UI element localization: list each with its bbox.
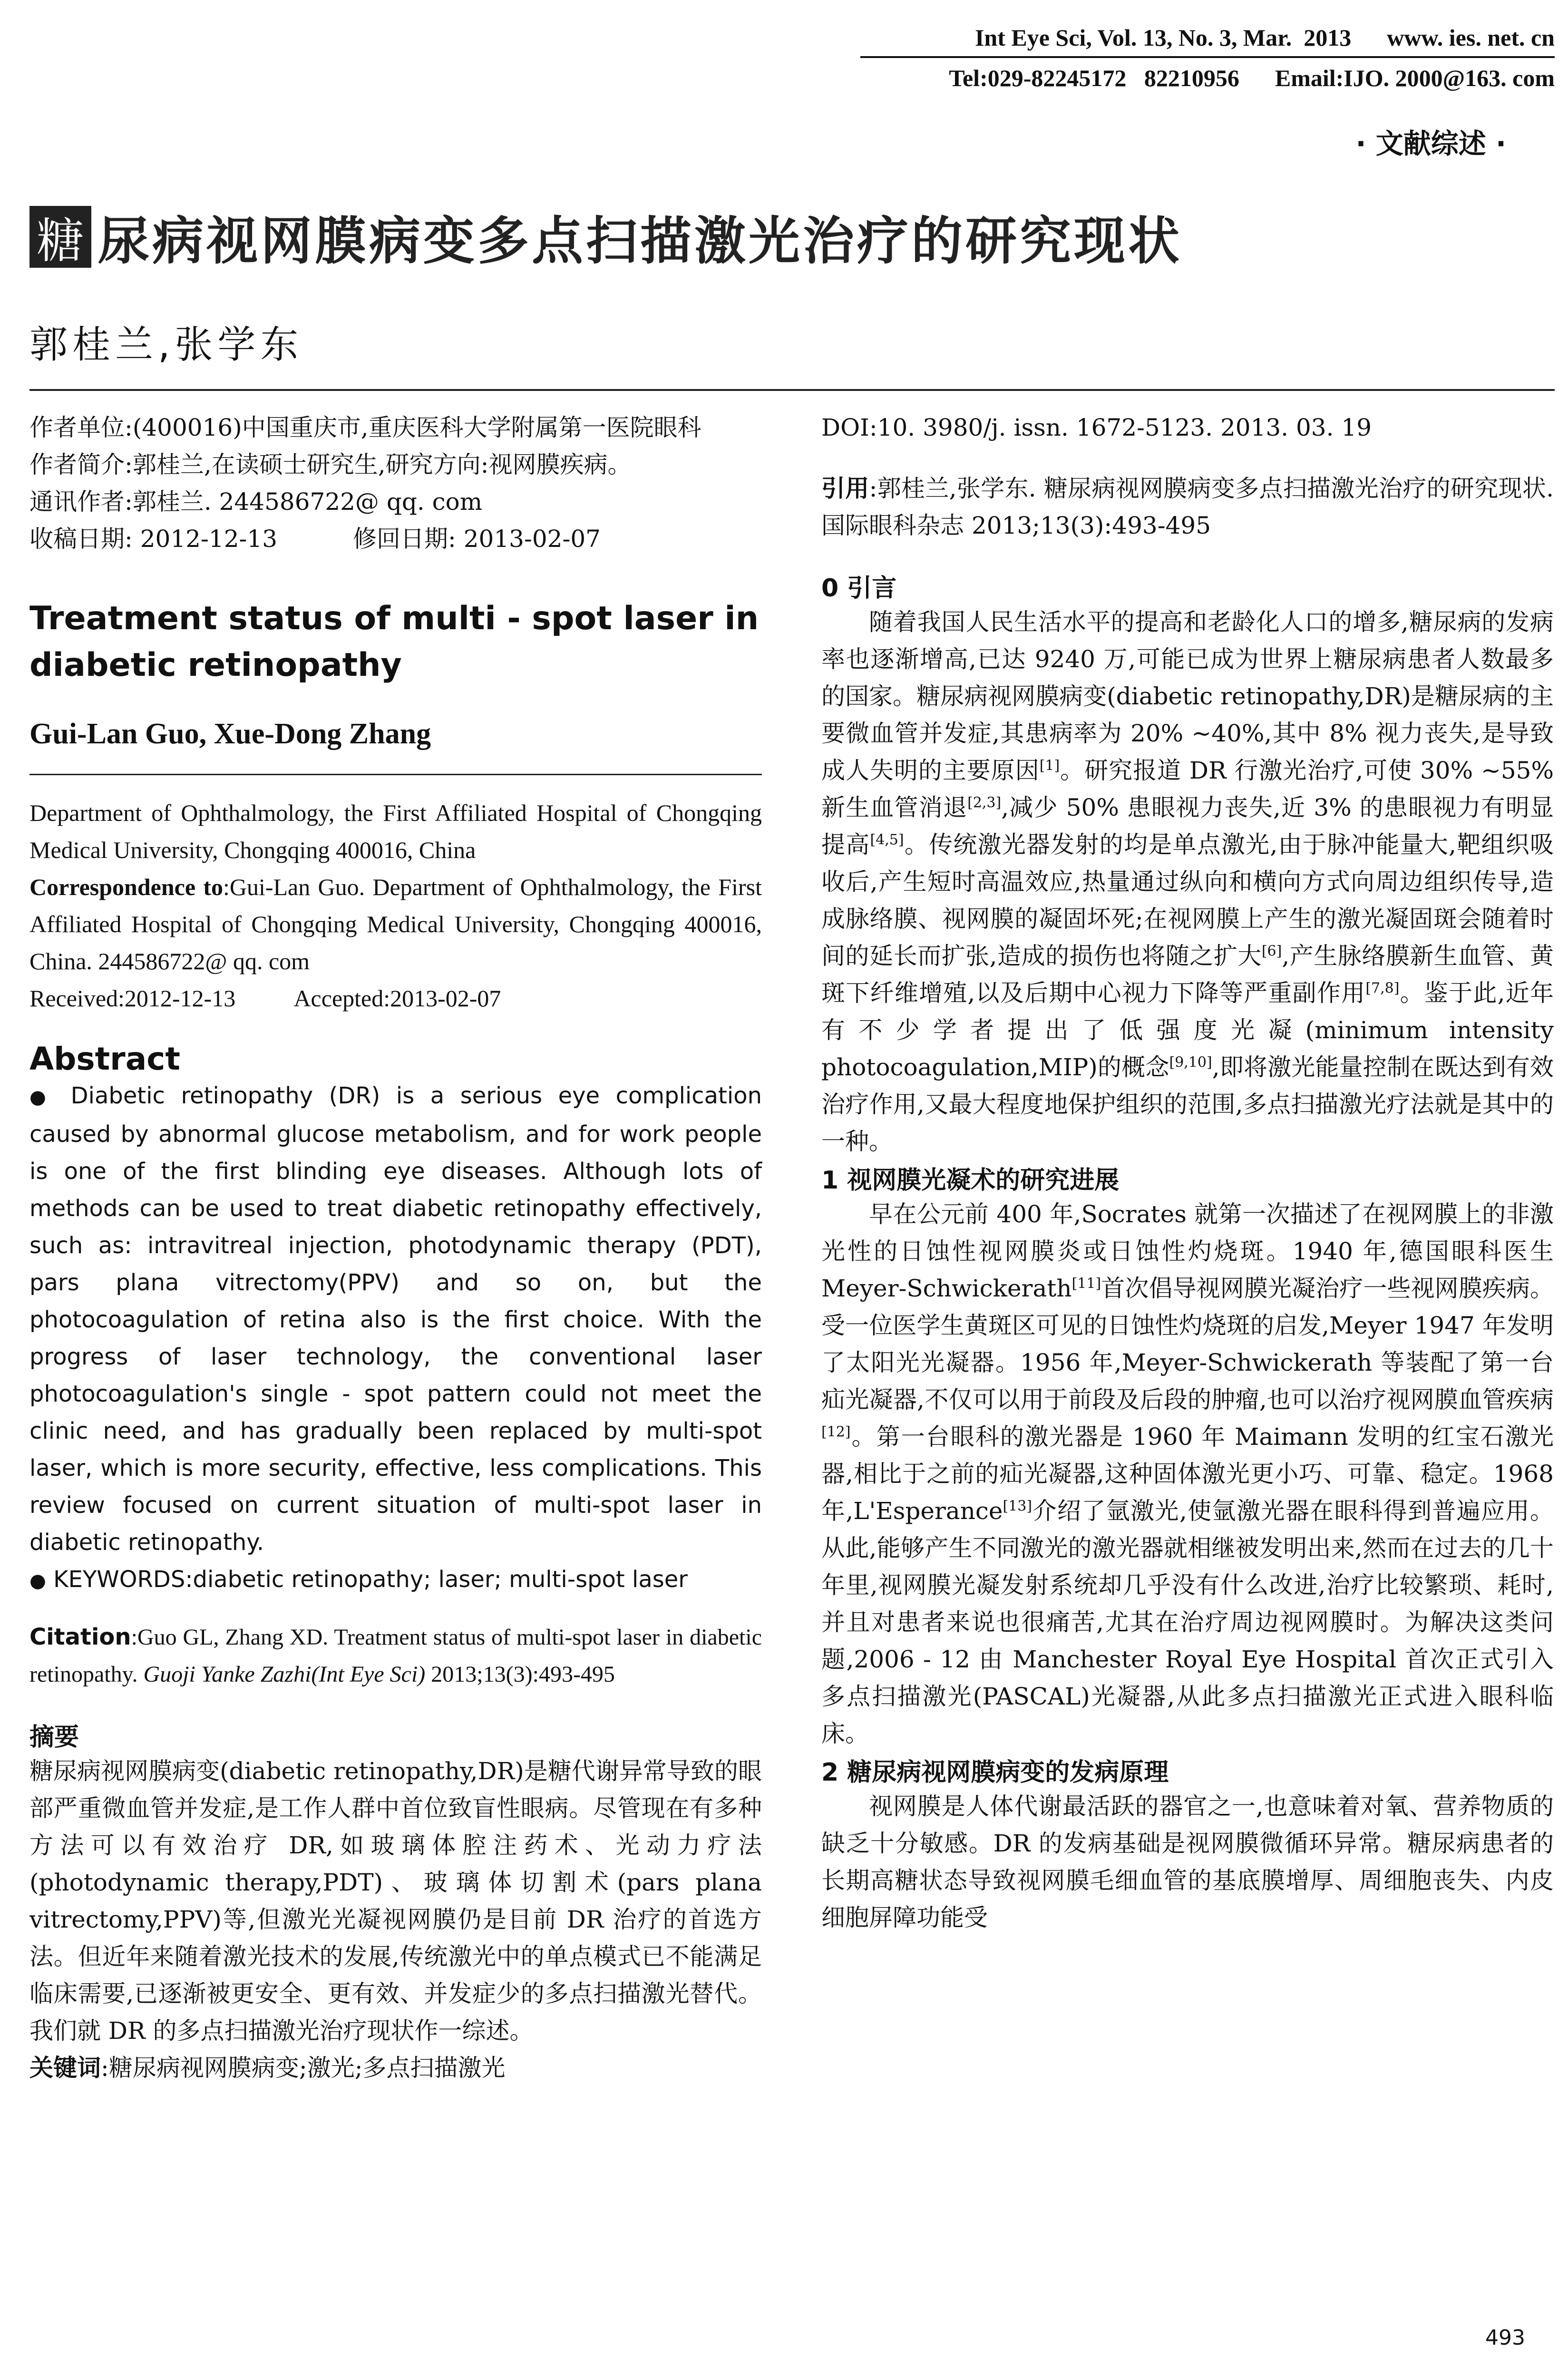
doi: DOI:10. 3980/j. issn. 1672-5123. 2013. 03. 19: [821, 414, 1372, 441]
title-rule: [29, 389, 1555, 391]
author-bio-cn: 作者简介:郭桂兰,在读硕士研究生,研究方向:视网膜疾病。: [29, 451, 632, 478]
section-0-text: [821, 604, 1554, 1160]
section-1-heading: 1 视网膜光凝术的研究进展: [821, 1166, 1120, 1195]
s0-c: ,减少 50% 患眼视力丧失,近 3% 的患眼视力有明显提高: [821, 794, 1554, 858]
author-rule: [29, 774, 762, 775]
ref-13: [13]: [1003, 1498, 1032, 1515]
ref-7-8: [7,8]: [1365, 980, 1400, 997]
right-column: [821, 409, 1554, 1936]
ref-4-5: [4,5]: [870, 831, 904, 848]
s0-e: ,产生脉络膜新生血管、黄斑下纤维增殖,以及后期中心视力下降等严重副作用: [821, 942, 1554, 1007]
chinese-keywords: [29, 2049, 762, 2086]
corresponding-cn: 通讯作者:郭桂兰. 244586722@ qq. com: [29, 488, 483, 516]
english-affiliation: Department of Ophthalmology, the First Affiliated Hospital of Chongqing Medical University, Chongqing 400016, China: [29, 799, 762, 863]
affiliation-cn: 作者单位:(400016)中国重庆市,重庆医科大学附属第一医院眼科: [29, 414, 701, 441]
section-1-text: [821, 1196, 1554, 1752]
s0-a: 随着我国人民生活水平的提高和老龄化人口的增多,糖尿病的发病率也逐渐增高,已达 9240 万,可能已成为世界上糖尿病患者人数最多的国家。糖尿病视网膜病变(diabetic retinopathy,DR)是糖尿病的主要微血管并发症,其患病率为 20% ~40%,其中 8% 视力丧失,是导致成人失明的主要原因: [821, 608, 1554, 784]
authors-cn: 郭桂兰,张学东: [29, 322, 303, 367]
bullet-icon: ●: [29, 1086, 55, 1108]
ref-9-10: [9,10]: [1169, 1054, 1212, 1071]
citation-label: Citation: [29, 1624, 131, 1650]
dates-en: Received:2012-12-13 Accepted:2013-02-07: [29, 985, 501, 1012]
english-title: Treatment status of multi - spot laser in diabetic retinopathy: [29, 600, 759, 684]
s1-b: 首次倡导视网膜光凝治疗一些视网膜疾病。受一位医学生黄斑区可见的日蚀性灼烧斑的启发,Meyer 1947 年发明了太阳光光凝器。1956 年,Meyer-Schwickerath 等装配了第一台疝光凝器,不仅可以用于前段及后段的肿瘤,也可以治疗视网膜血管疾病: [821, 1275, 1554, 1413]
section-2-text: 视网膜是人体代谢最活跃的器官之一,也意味着对氧、营养物质的缺乏十分敏感。DR 的发病基础是视网膜微循环异常。糖尿病患者的长期高糖状态导致视网膜毛细血管的基底膜增厚、周细胞丧失、内皮细胞屏障功能受: [821, 1792, 1554, 1931]
section-2-heading: 2 糖尿病视网膜病变的发病原理: [821, 1758, 1169, 1787]
ref-1: [1]: [1039, 757, 1060, 774]
keywords-en: [29, 1561, 762, 1599]
correspondence-label: Correspondence to: [29, 874, 223, 900]
citation-journal: Guoji Yanke Zazhi(Int Eye Sci): [143, 1662, 426, 1687]
correspondence-text: :Gui-Lan Guo. Department of Ophthalmology, the First Affiliated Hospital of Chongqing Medical University, Chongqing 400016, China. 244586722@ qq. com: [29, 874, 762, 974]
bullet-icon: ●: [29, 1570, 46, 1592]
cite-cn: [821, 470, 1554, 544]
s1-a: 早在公元前 400 年,Socrates 就第一次描述了在视网膜上的非激光性的日蚀性视网膜炎或日蚀性灼烧斑。1940 年,德国眼科医生 Meyer-Schwickerath: [821, 1200, 1554, 1302]
abstract-text: [29, 1077, 762, 1561]
s0-f: 。鉴于此,近年有不少学者提出了低强度光凝(minimum intensity photocoagulation,MIP)的概念: [821, 979, 1554, 1081]
abstract-heading: Abstract: [29, 1041, 180, 1077]
ref-2-3: [2,3]: [967, 794, 1002, 811]
chinese-keywords-text: :糖尿病视网膜病变;激光;多点扫描激光: [101, 2054, 506, 2082]
left-column: [29, 409, 762, 2086]
chinese-abstract-heading: 摘要: [29, 1723, 79, 1752]
cite-cn-label: 引用: [821, 475, 869, 502]
citation-tail: 2013;13(3):493-495: [431, 1662, 615, 1687]
section-tag: · 文献综述 ·: [1355, 127, 1506, 160]
cite-cn-text: :郭桂兰,张学东. 糖尿病视网膜病变多点扫描激光治疗的研究现状. 国际眼科杂志 2013;13(3):493-495: [821, 475, 1554, 539]
ref-11: [11]: [1071, 1275, 1101, 1292]
citation-text: :Guo GL, Zhang XD. Treatment status of multi-spot laser in diabetic retinopathy.: [29, 1625, 762, 1687]
article-title: [29, 200, 1182, 273]
keywords-body: KEYWORDS:diabetic retinopathy; laser; multi-spot laser: [53, 1566, 688, 1593]
ref-6: [6]: [1261, 943, 1282, 960]
s0-d: 。传统激光器发射的均是单点激光,由于脉冲能量大,靶组织吸收后,产生短时高温效应,热量通过纵向和横向方式向周边组织传导,造成脉络膜、视网膜的凝固坏死;在视网膜上产生的激光凝固斑会随着时间的延长而扩张,造成的损伤也将随之扩大: [821, 831, 1554, 970]
journal-header-line2: Tel:029-82245172 82210956 Email:IJO. 2000@163. com: [949, 65, 1555, 91]
english-authors: Gui-Lan Guo, Xue-Dong Zhang: [29, 718, 431, 750]
section-0-heading: 0 引言: [821, 574, 897, 603]
dates-cn: 收稿日期: 2012-12-13 修回日期: 2013-02-07: [29, 525, 601, 553]
s1-c: 。第一台眼科的激光器是 1960 年 Maimann 发明的红宝石激光器,相比于之前的疝光凝器,这种固体激光更小巧、可靠、稳定。1968 年,L'Esperance: [821, 1423, 1554, 1525]
chinese-keywords-label: 关键词: [29, 2054, 101, 2082]
chinese-abstract-text: 糖尿病视网膜病变(diabetic retinopathy,DR)是糖代谢异常导致的眼部严重微血管并发症,是工作人群中首位致盲性眼病。尽管现在有多种方法可以有效治疗 DR,如玻璃体腔注药术、光动力疗法(photodynamic therapy,PDT)、玻璃体切割术(pars plana vitrectomy,PPV)等,但激光光凝视网膜仍是目前 DR 治疗的首选方法。但近年来随着激光技术的发展,传统激光中的单点模式已不能满足临床需要,已逐渐被更安全、更有效、并发症少的多点扫描激光替代。我们就 DR 的多点扫描激光治疗现状作一综述。: [29, 1757, 762, 2045]
ref-12: [12]: [821, 1423, 851, 1441]
s0-b: 。研究报道 DR 行激光治疗,可使 30% ~55% 新生血管消退: [821, 757, 1554, 821]
title-text: 尿病视网膜病变多点扫描激光治疗的研究现状: [98, 212, 1183, 271]
citation-en: [29, 1618, 762, 1693]
header-divider: [860, 56, 1555, 58]
correspondence-en: [29, 868, 762, 980]
s0-g: ,即将激光能量控制在既达到有效治疗作用,又最大程度地保护组织的范围,多点扫描激光疗法就是其中的一种。: [821, 1053, 1554, 1155]
abstract-body: Diabetic retinopathy (DR) is a serious eye complication caused by abnormal glucose metabolism, and for work people is one of the first blinding eye diseases. Although lots of methods can be used to treat diabetic retinopathy effectively, such as: intravitreal injection, photodynamic therapy (PDT), pars plana vitrectomy(PPV) and so on, but the photocoagulation of retina also is the first choice. With the progress of laser technology, the conventional laser photocoagulation's single - spot pattern could not meet the clinic need, and has gradually been replaced by multi-spot laser, which is more security, effective, less complications. This review focused on current situation of multi-spot laser in diabetic retinopathy.: [29, 1082, 762, 1556]
page-number: 493: [1485, 2326, 1525, 2350]
journal-header-line1: Int Eye Sci, Vol. 13, No. 3, Mar. 2013 www. ies. net. cn: [974, 24, 1555, 51]
title-lead-char: 糖: [29, 206, 91, 268]
s1-d: 介绍了氩激光,使氩激光器在眼科得到普遍应用。从此,能够产生不同激光的激光器就相继被发明出来,然而在过去的几十年里,视网膜光凝发射系统却几乎没有什么改进,治疗比较繁琐、耗时,并且对患者来说也很痛苦,尤其在治疗周边视网膜时。为解决这类问题,2006 - 12 由 Manchester Royal Eye Hospital 首次正式引入多点扫描激光(PASCAL)光凝器,从此多点扫描激光正式进入眼科临床。: [821, 1497, 1554, 1747]
